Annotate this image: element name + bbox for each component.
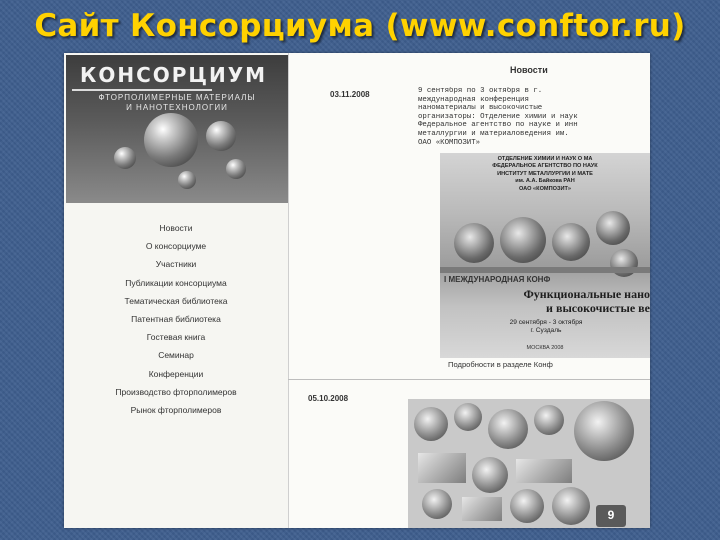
news-date-2: 05.10.2008 <box>308 394 349 403</box>
product-image <box>454 403 482 431</box>
nav-item-news[interactable]: Новости <box>159 223 193 233</box>
banner-subtitle: ФТОРПОЛИМЕРНЫЕ МАТЕРИАЛЫ <box>98 93 256 102</box>
news-text-line: международная конференция <box>418 95 529 104</box>
poster-sphere <box>552 223 590 261</box>
product-image <box>534 405 564 435</box>
conference-poster[interactable] <box>440 153 650 358</box>
sphere-image <box>114 147 136 169</box>
nav-item-seminar[interactable]: Семинар <box>158 350 194 361</box>
company-logo-badge: 9 <box>596 505 626 527</box>
poster-sphere <box>454 223 494 263</box>
nav-item-conferences[interactable]: Конференции <box>148 368 204 379</box>
slide-title: Сайт Консорциума (www.conftor.ru) <box>34 8 686 44</box>
poster-org-line: ФЕДЕРАЛЬНОЕ АГЕНТСТВО ПО НАУК <box>492 163 598 170</box>
news-text-line: Федеральное агентство по науке и инн <box>418 121 578 130</box>
product-image <box>414 407 448 441</box>
product-image <box>488 409 528 449</box>
poster-conference-label: I МЕЖДУНАРОДНАЯ КОНФ <box>444 275 551 284</box>
news-divider <box>288 379 650 380</box>
product-image <box>422 489 452 519</box>
site-logo[interactable]: КОНСОРЦИУМ <box>80 63 268 87</box>
news-text-line: 9 сентября по 3 октября в г. <box>418 87 543 95</box>
column-divider <box>288 53 289 528</box>
poster-date-line: г. Суздаль <box>530 327 562 334</box>
news-text-line: организаторы: Отделение химии и наук <box>418 112 578 121</box>
logo-underline <box>72 89 212 91</box>
poster-date-line: 29 сентября - 3 октября <box>509 319 583 326</box>
sphere-image <box>206 121 236 151</box>
banner-subtitle-2: И НАНОТЕХНОЛОГИИ <box>126 103 228 112</box>
nav-item-about[interactable]: О консорциуме <box>145 241 207 252</box>
poster-organizers <box>440 156 650 193</box>
nav-item-thematic-library[interactable]: Тематическая библиотека <box>124 295 228 306</box>
site-content <box>288 53 650 528</box>
nav-item-guestbook[interactable]: Гостевая книга <box>146 332 206 343</box>
poster-title-line: Функциональные нано <box>523 287 650 301</box>
sphere-image <box>144 113 198 167</box>
poster-org-line: ОТДЕЛЕНИЕ ХИМИИ И НАУК О МА <box>497 156 593 162</box>
site-nav-menu <box>64 219 288 419</box>
sphere-image <box>226 159 246 179</box>
poster-org-line: ИНСТИТУТ МЕТАЛЛУРГИИ И МАТЕ <box>497 170 593 177</box>
nav-item-fluoropolymer-market[interactable]: Рынок фторполимеров <box>130 404 222 415</box>
details-link[interactable]: Подробности в разделе Конф <box>448 360 553 369</box>
product-image <box>516 459 572 483</box>
poster-title <box>442 287 650 315</box>
nav-item-patent-library[interactable]: Патентная библиотека <box>131 313 221 324</box>
poster-org-line: им. А.А. Байкова РАН <box>515 178 575 185</box>
site-sidebar <box>64 53 288 528</box>
news-date: 03.11.2008 <box>330 90 370 99</box>
site-banner <box>66 55 288 203</box>
product-image <box>472 457 508 493</box>
product-image <box>462 497 502 521</box>
news-text <box>418 87 650 147</box>
poster-org-line: ОАО «КОМПОЗИТ» <box>518 185 572 192</box>
poster-title-line: и высокочистые ве <box>546 301 650 315</box>
news-text-line: наноматериалы и высокочистые <box>418 104 543 113</box>
product-image <box>574 401 634 461</box>
product-image <box>552 487 590 525</box>
poster-sphere <box>596 211 630 245</box>
product-image <box>510 489 544 523</box>
news-text-line: ОАО «КОМПОЗИТ» <box>418 138 481 147</box>
products-photo-collage[interactable] <box>408 399 650 528</box>
news-text-line: металлургии и материаловедения им. <box>418 129 569 138</box>
website-screenshot <box>64 53 650 528</box>
product-image <box>418 453 466 483</box>
poster-sphere <box>500 217 546 263</box>
news-heading: Новости <box>510 65 548 75</box>
sphere-image <box>178 171 196 189</box>
nav-item-publications[interactable]: Публикации консорциума <box>125 277 227 288</box>
poster-band <box>440 267 650 273</box>
nav-item-fluoropolymer-production[interactable]: Производство фторполимеров <box>115 386 237 397</box>
poster-dates <box>442 319 650 335</box>
poster-footer: МОСКВА 2008 <box>526 345 564 351</box>
nav-item-members[interactable]: Участники <box>155 259 197 270</box>
